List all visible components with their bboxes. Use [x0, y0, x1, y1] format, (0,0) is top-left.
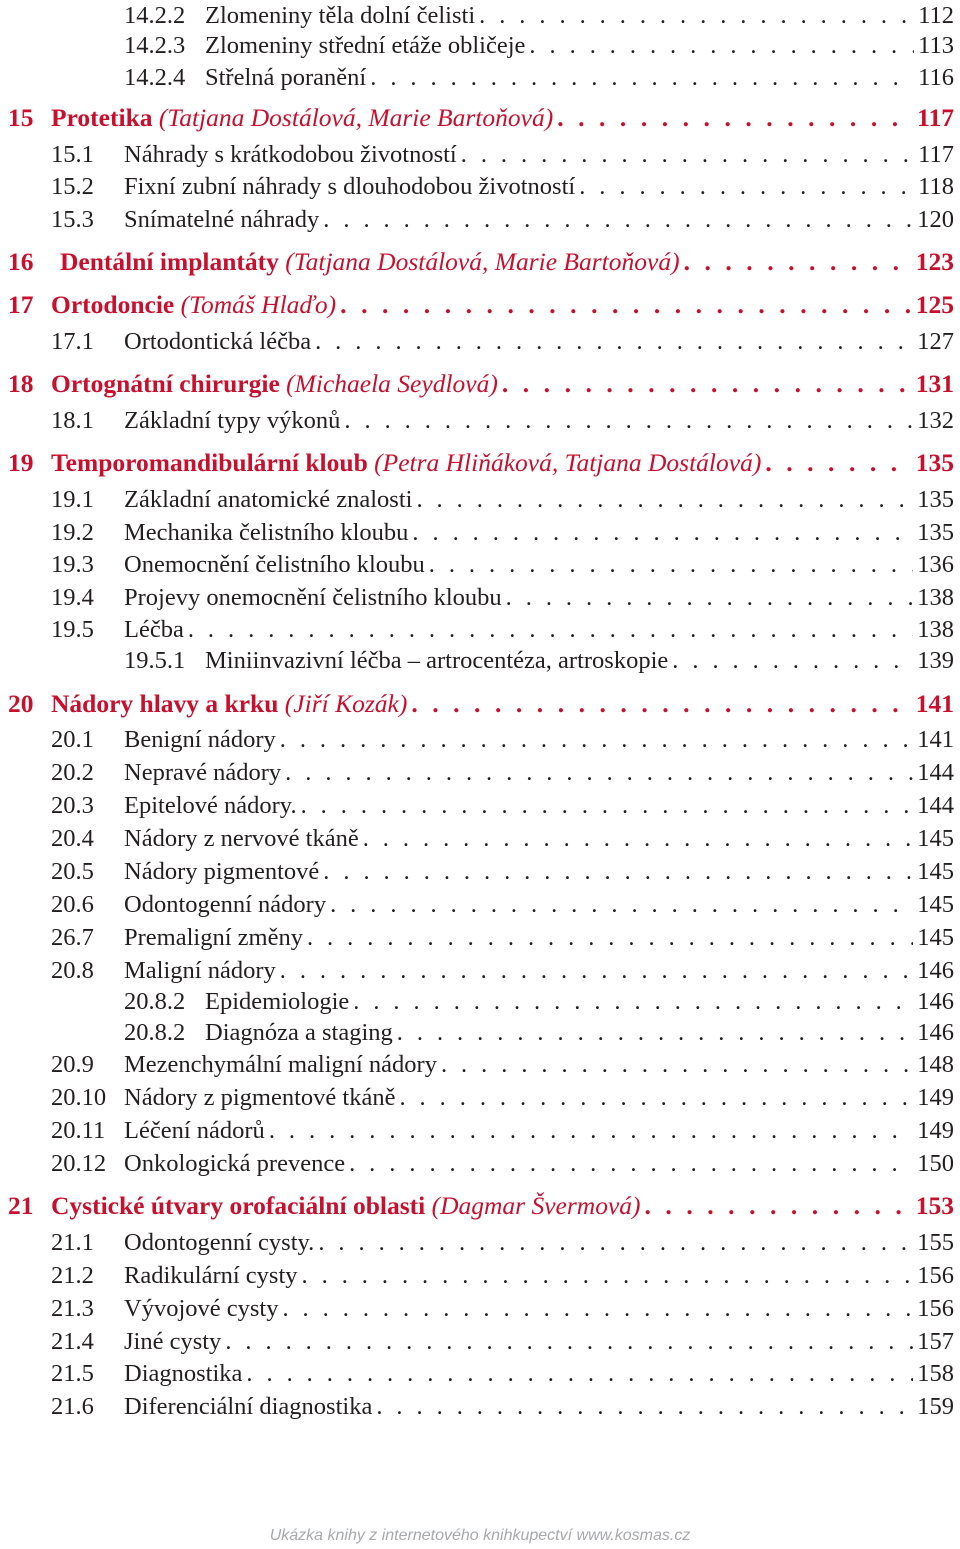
toc-entry[interactable]	[51, 549, 954, 581]
dot-leader	[278, 1293, 913, 1325]
entry-title	[124, 139, 457, 171]
toc-entry[interactable]	[51, 1148, 954, 1180]
entry-title-text: Snímatelné náhrady	[124, 206, 320, 233]
entry-author: (Petra Hliňáková, Tatjana Dostálová)	[367, 448, 762, 477]
entry-number: 26.7	[51, 924, 94, 951]
entry-title-text: Ortodontická léčba	[124, 328, 312, 355]
entry-number: 20.3	[51, 792, 94, 819]
entry-number: 20	[8, 689, 34, 718]
entry-title-text: Benigní nádory	[124, 726, 276, 753]
toc-entry[interactable]	[124, 1017, 954, 1049]
dot-leader	[437, 1049, 913, 1081]
dot-leader	[303, 922, 913, 954]
entry-number: 20.11	[51, 1117, 106, 1144]
toc-entry[interactable]	[51, 955, 954, 987]
entry-page-number: 155	[917, 1229, 954, 1256]
entry-title	[124, 757, 281, 789]
entry-page-number: 153	[915, 1191, 954, 1220]
entry-number: 19.5.1	[124, 647, 186, 674]
entry-page-number: 141	[917, 726, 954, 753]
entry-page-number: 127	[917, 328, 954, 355]
entry-title	[124, 1293, 278, 1325]
footer-note: Ukázka knihy z internetového knihkupectví www.kosmas.cz	[269, 1527, 691, 1544]
entry-title-text: Nepravé nádory	[124, 759, 282, 786]
dot-leader	[395, 1082, 913, 1114]
entry-title	[205, 645, 668, 677]
entry-title	[124, 1260, 298, 1292]
dot-leader	[525, 30, 914, 62]
entry-number: 20.5	[51, 858, 94, 885]
toc-entry[interactable]	[51, 1082, 954, 1114]
toc-entry[interactable]	[51, 204, 954, 236]
dot-leader	[366, 62, 914, 94]
dot-leader	[393, 1017, 913, 1049]
entry-number: 15.3	[51, 206, 94, 233]
entry-title	[124, 204, 319, 236]
entry-title	[51, 102, 553, 134]
dot-leader	[475, 0, 914, 32]
entry-title-text: Nádory z pigmentové tkáně	[124, 1084, 396, 1111]
entry-page-number: 157	[917, 1328, 954, 1355]
entry-title	[124, 517, 408, 549]
toc-chapter[interactable]	[8, 688, 954, 720]
entry-title-text: Mechanika čelistního kloubu	[124, 519, 409, 546]
entry-page-number: 135	[917, 519, 954, 546]
entry-page-number: 146	[917, 988, 954, 1015]
entry-number: 19	[8, 448, 34, 477]
entry-title-text: Vývojové cysty	[124, 1295, 279, 1322]
entry-title	[124, 955, 276, 987]
entry-page-number: 136	[917, 551, 954, 578]
entry-title-text: Protetika	[51, 103, 153, 132]
entry-title	[124, 1049, 437, 1081]
entry-title-text: Střelná poranění	[205, 64, 367, 91]
entry-title-text: Temporomandibulární kloub	[51, 448, 368, 477]
entry-page-number: 125	[915, 290, 954, 319]
entry-page-number: 149	[917, 1084, 954, 1111]
dot-leader	[319, 204, 913, 236]
entry-number: 20.10	[51, 1084, 107, 1111]
toc-entry[interactable]	[51, 484, 954, 516]
entry-title	[124, 484, 412, 516]
entry-title	[124, 724, 276, 756]
toc-entry[interactable]	[51, 790, 954, 822]
entry-title-text: Epidemiologie	[205, 988, 350, 1015]
entry-number: 16	[8, 247, 34, 276]
dot-leader	[553, 102, 913, 134]
toc-entry[interactable]	[51, 757, 954, 789]
entry-page-number: 146	[917, 1019, 954, 1046]
entry-title	[124, 582, 502, 614]
entry-title	[51, 688, 407, 720]
entry-page-number: 120	[917, 206, 954, 233]
entry-number: 19.3	[51, 551, 94, 578]
toc-entry[interactable]	[51, 1227, 954, 1259]
toc-entry[interactable]	[124, 30, 954, 62]
entry-title-text: Mezenchymální maligní nádory	[124, 1051, 437, 1078]
entry-title-text: Ortognátní chirurgie	[51, 369, 280, 398]
entry-title-text: Léčení nádorů	[124, 1117, 265, 1144]
entry-title-text: Epitelové nádory.	[124, 792, 297, 819]
entry-title	[124, 549, 425, 581]
dot-leader	[336, 289, 912, 321]
entry-page-number: 148	[917, 1051, 954, 1078]
entry-number: 21.6	[51, 1393, 94, 1420]
dot-leader	[311, 326, 913, 358]
entry-number: 20.4	[51, 825, 94, 852]
toc-chapter[interactable]	[8, 289, 954, 321]
entry-title-text: Jiné cysty	[124, 1328, 222, 1355]
entry-page-number: 144	[917, 792, 954, 819]
entry-title	[124, 1082, 395, 1114]
toc-entry[interactable]	[51, 614, 954, 646]
entry-number: 15.1	[51, 141, 94, 168]
entry-title-text: Léčba	[124, 616, 184, 643]
entry-page-number: 145	[917, 825, 954, 852]
toc-entry[interactable]	[51, 1115, 954, 1147]
dot-leader	[425, 549, 914, 581]
toc-entry[interactable]	[51, 1391, 954, 1423]
entry-number: 20.1	[51, 726, 94, 753]
entry-number: 21.4	[51, 1328, 94, 1355]
entry-title	[124, 1391, 372, 1423]
entry-number: 14.2.3	[124, 32, 186, 59]
entry-page-number: 117	[917, 103, 954, 132]
entry-title-text: Základní anatomické znalosti	[124, 486, 413, 513]
entry-title	[124, 326, 311, 358]
entry-page-number: 138	[917, 584, 954, 611]
entry-title-text: Diferenciální diagnostika	[124, 1393, 373, 1420]
entry-title-text: Zlomeniny těla dolní čelisti	[205, 2, 476, 29]
entry-page-number: 117	[918, 141, 954, 168]
dot-leader	[242, 1358, 913, 1390]
entry-page-number: 149	[917, 1117, 954, 1144]
dot-leader	[359, 823, 914, 855]
entry-page-number: 156	[917, 1262, 954, 1289]
dot-leader	[680, 246, 912, 278]
entry-title-text: Zlomeniny střední etáže obličeje	[205, 32, 526, 59]
dot-leader	[641, 1190, 912, 1222]
entry-number: 18.1	[51, 407, 94, 434]
entry-page-number: 123	[915, 247, 954, 276]
entry-title-text: Fixní zubní náhrady s dlouhodobou životností	[124, 173, 576, 200]
entry-title	[124, 790, 297, 822]
toc-chapter[interactable]	[8, 447, 954, 479]
entry-title	[51, 289, 336, 321]
toc-chapter[interactable]	[8, 368, 954, 400]
entry-title	[124, 856, 319, 888]
dot-leader	[502, 582, 914, 614]
toc-entry[interactable]	[124, 62, 954, 94]
entry-author: (Tatjana Dostálová, Marie Bartoňová)	[152, 103, 554, 132]
entry-author: (Tomáš Hlaďo)	[174, 290, 337, 319]
toc-entry[interactable]	[51, 1358, 954, 1390]
toc-chapter[interactable]	[8, 1190, 954, 1222]
entry-page-number: 132	[917, 407, 954, 434]
entry-number: 21.1	[51, 1229, 94, 1256]
dot-leader	[340, 405, 913, 437]
entry-page-number: 141	[915, 689, 954, 718]
entry-title-text: Odontogenní cysty.	[124, 1229, 315, 1256]
toc-entry[interactable]	[51, 171, 954, 203]
toc-entry[interactable]	[51, 139, 954, 171]
entry-number: 20.9	[51, 1051, 94, 1078]
entry-number: 15.2	[51, 173, 94, 200]
entry-page-number: 113	[918, 32, 954, 59]
entry-number: 21.2	[51, 1262, 94, 1289]
entry-title	[205, 30, 525, 62]
entry-page-number: 156	[917, 1295, 954, 1322]
dot-leader	[276, 724, 914, 756]
entry-number: 19.4	[51, 584, 94, 611]
entry-number: 20.8.2	[124, 1019, 186, 1046]
toc-entry[interactable]	[51, 889, 954, 921]
toc-entry[interactable]	[124, 986, 954, 1018]
dot-leader	[372, 1391, 913, 1423]
entry-page-number: 145	[917, 891, 954, 918]
entry-title-text: Premaligní změny	[124, 924, 303, 951]
entry-number: 19.5	[51, 616, 94, 643]
entry-title	[124, 1227, 314, 1259]
entry-author: (Dagmar Švermová)	[425, 1191, 641, 1220]
toc-entry[interactable]	[124, 0, 954, 32]
entry-title-text: Cystické útvary orofaciální oblasti	[51, 1191, 426, 1220]
entry-page-number: 131	[915, 369, 954, 398]
entry-title-text: Nádory z nervové tkáně	[124, 825, 359, 852]
toc-entry[interactable]	[51, 582, 954, 614]
entry-title	[124, 1326, 221, 1358]
entry-number: 17.1	[51, 328, 94, 355]
entry-title-text: Diagnóza a staging	[205, 1019, 393, 1046]
entry-title	[51, 1190, 641, 1222]
dot-leader	[761, 447, 911, 479]
entry-number: 19.1	[51, 486, 94, 513]
entry-number: 20.2	[51, 759, 94, 786]
dot-leader	[265, 1115, 913, 1147]
entry-page-number: 146	[917, 957, 954, 984]
dot-leader	[457, 139, 914, 171]
entry-title	[124, 405, 340, 437]
entry-title-text: Základní typy výkonů	[124, 407, 341, 434]
entry-title	[124, 614, 184, 646]
dot-leader	[319, 856, 913, 888]
entry-title	[124, 922, 303, 954]
entry-title-text: Projevy onemocnění čelistního kloubu	[124, 584, 502, 611]
entry-page-number: 139	[917, 647, 954, 674]
entry-title-text: Nádory pigmentové	[124, 858, 320, 885]
entry-page-number: 135	[917, 486, 954, 513]
entry-page-number: 144	[917, 759, 954, 786]
entry-page-number: 158	[917, 1360, 954, 1387]
entry-number: 15	[8, 103, 34, 132]
entry-number: 21	[8, 1191, 34, 1220]
entry-page-number: 112	[918, 2, 954, 29]
entry-page-number: 159	[917, 1393, 954, 1420]
entry-number: 21.5	[51, 1360, 94, 1387]
dot-leader	[498, 368, 912, 400]
entry-number: 17	[8, 290, 34, 319]
entry-title-text: Ortodoncie	[51, 290, 175, 319]
toc-chapter[interactable]	[8, 102, 954, 134]
toc-entry[interactable]	[51, 405, 954, 437]
entry-page-number: 118	[918, 173, 954, 200]
toc-entry[interactable]	[51, 724, 954, 756]
entry-title	[205, 0, 475, 32]
entry-page-number: 116	[918, 64, 954, 91]
dot-leader	[345, 1148, 913, 1180]
toc-entry[interactable]	[51, 1326, 954, 1358]
entry-number: 20.6	[51, 891, 94, 918]
entry-author: (Jiří Kozák)	[278, 689, 408, 718]
entry-title	[205, 62, 366, 94]
entry-title-text: Dentální implantáty	[60, 247, 279, 276]
entry-title	[124, 1115, 265, 1147]
toc-entry[interactable]	[51, 326, 954, 358]
entry-title-text: Odontogenní nádory	[124, 891, 327, 918]
entry-page-number: 150	[917, 1150, 954, 1177]
dot-leader	[668, 645, 913, 677]
entry-author: (Michaela Seydlová)	[279, 369, 498, 398]
entry-number: 19.2	[51, 519, 94, 546]
toc-entry[interactable]	[124, 645, 954, 677]
entry-page-number: 145	[917, 924, 954, 951]
dot-leader	[575, 171, 914, 203]
toc-entry[interactable]	[51, 922, 954, 954]
dot-leader	[184, 614, 913, 646]
entry-title	[124, 1358, 242, 1390]
entry-number: 20.12	[51, 1150, 107, 1177]
entry-author: (Tatjana Dostálová, Marie Bartoňová)	[278, 247, 680, 276]
entry-title	[124, 171, 575, 203]
toc-entry[interactable]	[51, 1260, 954, 1292]
dot-leader	[276, 955, 914, 987]
dot-leader	[349, 986, 913, 1018]
entry-number: 21.3	[51, 1295, 94, 1322]
entry-title-text: Maligní nádory	[124, 957, 276, 984]
entry-page-number: 138	[917, 616, 954, 643]
entry-title	[124, 823, 359, 855]
entry-number: 14.2.2	[124, 2, 186, 29]
entry-title	[51, 447, 761, 479]
dot-leader	[221, 1326, 913, 1358]
toc-entry[interactable]	[51, 1293, 954, 1325]
dot-leader	[281, 757, 913, 789]
entry-title	[124, 889, 326, 921]
entry-title	[124, 1148, 345, 1180]
entry-number: 20.8.2	[124, 988, 186, 1015]
entry-title-text: Onkologická prevence	[124, 1150, 346, 1177]
entry-title	[51, 368, 498, 400]
dot-leader	[326, 889, 913, 921]
entry-number: 20.8	[51, 957, 94, 984]
entry-number: 18	[8, 369, 34, 398]
dot-leader	[298, 1260, 914, 1292]
toc-entry[interactable]	[51, 856, 954, 888]
entry-title	[205, 1017, 393, 1049]
toc-entry[interactable]	[51, 823, 954, 855]
entry-title-text: Nádory hlavy a krku	[51, 689, 279, 718]
toc-entry[interactable]	[51, 517, 954, 549]
dot-leader	[407, 688, 911, 720]
toc-entry[interactable]	[51, 1049, 954, 1081]
toc-chapter[interactable]	[8, 246, 954, 278]
entry-page-number: 145	[917, 858, 954, 885]
entry-title	[205, 986, 349, 1018]
entry-page-number: 135	[915, 448, 954, 477]
entry-title-text: Miniinvazivní léčba – artrocentéza, artroskopie	[205, 647, 669, 674]
entry-number: 14.2.4	[124, 64, 186, 91]
entry-title-text: Onemocnění čelistního kloubu	[124, 551, 425, 578]
entry-title-text: Diagnostika	[124, 1360, 243, 1387]
dot-leader	[408, 517, 913, 549]
entry-title-text: Náhrady s krátkodobou životností	[124, 141, 457, 168]
dot-leader	[297, 790, 914, 822]
dot-leader	[412, 484, 913, 516]
entry-title-text: Radikulární cysty	[124, 1262, 298, 1289]
dot-leader	[314, 1227, 913, 1259]
entry-title	[60, 246, 680, 278]
